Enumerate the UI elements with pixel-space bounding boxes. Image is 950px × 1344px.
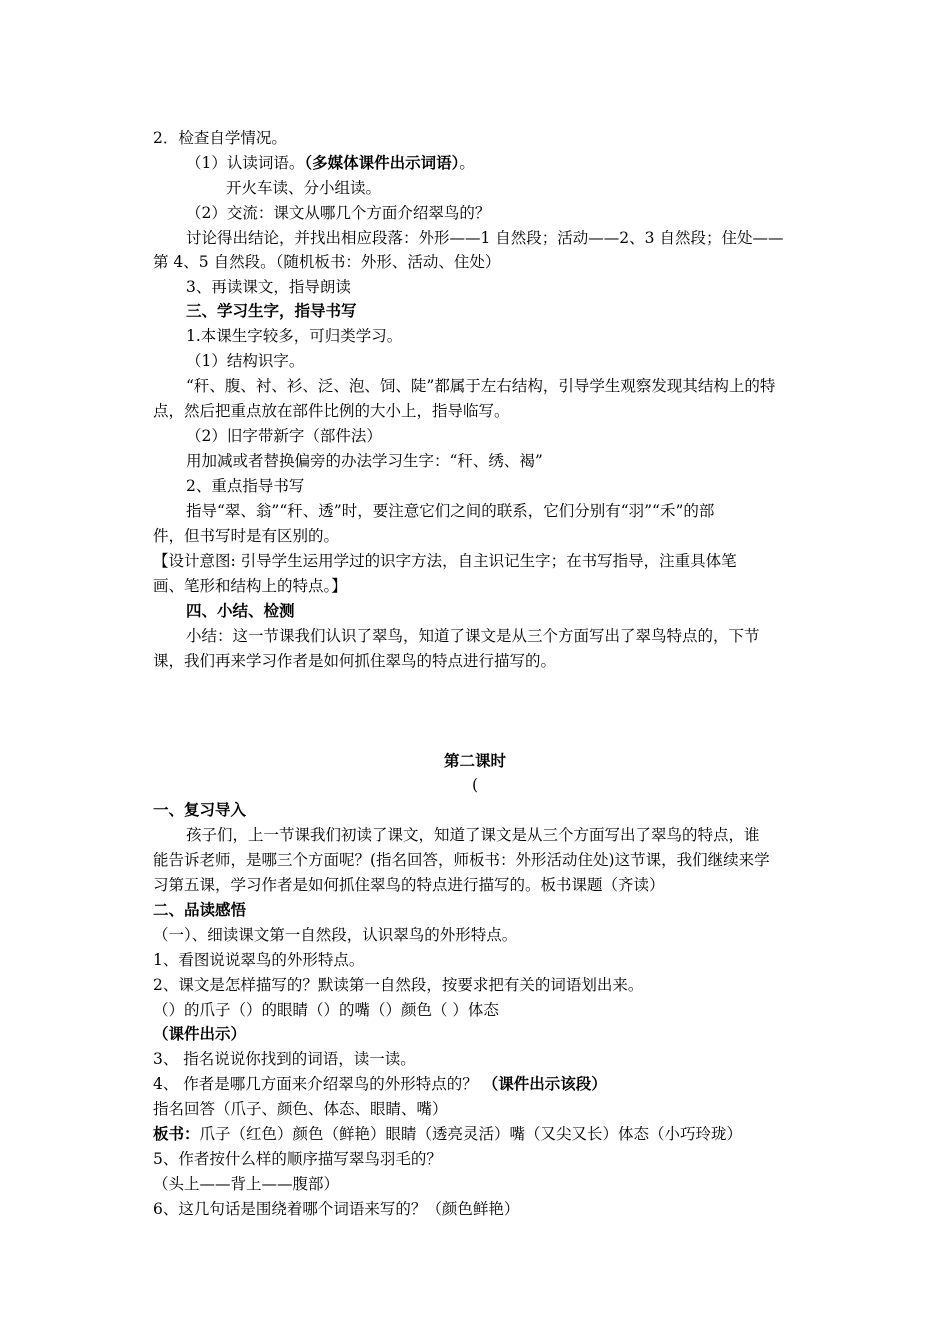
design-intent-line1: 【设计意图: 引导学生运用学过的识字方法，自主识记生字；在书写指导，注重具体笔 [153,552,737,570]
lesson2-title: 第二课时 [443,752,506,770]
reread-line: 3、再读课文，指导朗读 [186,278,351,296]
courseware-note: （课件出示） [153,1025,247,1043]
question-2: 2、课文是怎样描写的？默读第一自然段，按要求把有关的词语划出来。 [153,976,644,994]
read-words-line [186,153,475,175]
board-label: 板书： [153,1125,200,1143]
question-5-answer: （头上——背上——腹部） [153,1175,340,1193]
exchange-question: （2）交流：课文从哪几个方面介绍翠鸟的？ [186,204,491,222]
question-4 [153,1074,607,1096]
summary-line2: 课，我们再来学习作者是如何抓住翠鸟的特点进行描写的。 [153,652,557,670]
board-line [153,1124,742,1146]
s3-paragraph2: 用加减或者替换偏旁的办法学习生字：“秆、绣、褐” [186,452,543,470]
s3-item1a: （1）结构识字。 [186,352,305,370]
check-title: 2．检查自学情况。 [153,129,287,147]
s3-item1b: （2）旧字带新字（部件法） [186,427,382,445]
question-6: 6、这几句话是围绕着哪个词语来写的？（颜色鲜艳） [153,1200,520,1218]
s3-paragraph1-line2: 点，然后把重点放在部件比例的大小上，指导临写。 [153,402,510,420]
question-4-note: （课件出示该段） [482,1075,607,1093]
train-read: 开火车读、分小组读。 [226,179,382,197]
intro-line3: 习第五课，学习作者是如何抓住翠鸟的特点进行描写的。板书课题（齐读） [153,876,665,894]
section4-heading: 四、小结、检测 [186,602,295,620]
s3-paragraph3-line2: 件，但书写时是有区别的。 [153,527,340,545]
design-intent-line2: 画、笔形和结构上的特点。】 [153,577,347,595]
question-4-text: 4、 作者是哪几方面来介绍翠鸟的外形特点的？ [153,1075,483,1093]
part1-heading: （一）、细读课文第一自然段，认识翠鸟的外形特点。 [153,926,518,944]
intro-line1: 孩子们，上一节课我们初读了课文，知道了课文是从三个方面写出了翠鸟的特点，谁 [186,826,760,844]
lesson2-paren: ( [471,776,479,794]
answer-line: 指名回答（爪子、颜色、体态、眼睛、嘴） [153,1100,448,1118]
s3-item2: 2、重点指导书写 [186,477,305,495]
intro-line2: 能告诉老师，是哪三个方面呢？(指名回答，师板书：外形活动住处)这节课，我们继续来学 [153,851,770,869]
read-words-text: （1）认读词语。 [186,154,305,172]
section2-heading: 二、品读感悟 [153,901,247,919]
discussion-line-2: 第 4、5 自然段。（随机板书：外形、活动、住处） [153,253,501,271]
s3-item1: 1.本课生字较多，可归类学习。 [186,327,403,345]
section3-heading: 三、学习生字，指导书写 [186,302,357,320]
section1-heading: 一、复习导入 [153,801,247,819]
discussion-line-1: 讨论得出结论，并找出相应段落：外形——1 自然段；活动——2、3 自然段；住处—— [186,229,784,247]
s3-paragraph3-line1: 指导“翠、翁”“秆、透”时，要注意它们之间的联系，它们分别有“羽”“禾”的部 [186,502,715,520]
question-1: 1、看图说说翠鸟的外形特点。 [153,951,365,969]
s3-paragraph1-line1: “秆、腹、衬、衫、泛、泡、饲、陡”都属于左右结构，引导学生观察发现其结构上的特 [186,377,776,395]
blanks-line: （）的爪子（）的眼睛（）的嘴（）颜色（ ）体态 [153,1001,499,1019]
summary-line1: 小结：这一节课我们认识了翠鸟，知道了课文是从三个方面写出了翠鸟特点的，下节 [186,627,760,645]
read-words-end: 。 [459,154,475,172]
question-5: 5、作者按什么样的顺序描写翠鸟羽毛的？ [153,1150,442,1168]
question-3: 3、 指名说说你找到的词语，读一读。 [153,1050,416,1068]
board-text: 爪子（红色）颜色（鲜艳）眼睛（透亮灵活）嘴（又尖又长）体态（小巧玲珑） [199,1125,743,1143]
read-words-bold: （多媒体课件出示词语） [304,154,460,172]
